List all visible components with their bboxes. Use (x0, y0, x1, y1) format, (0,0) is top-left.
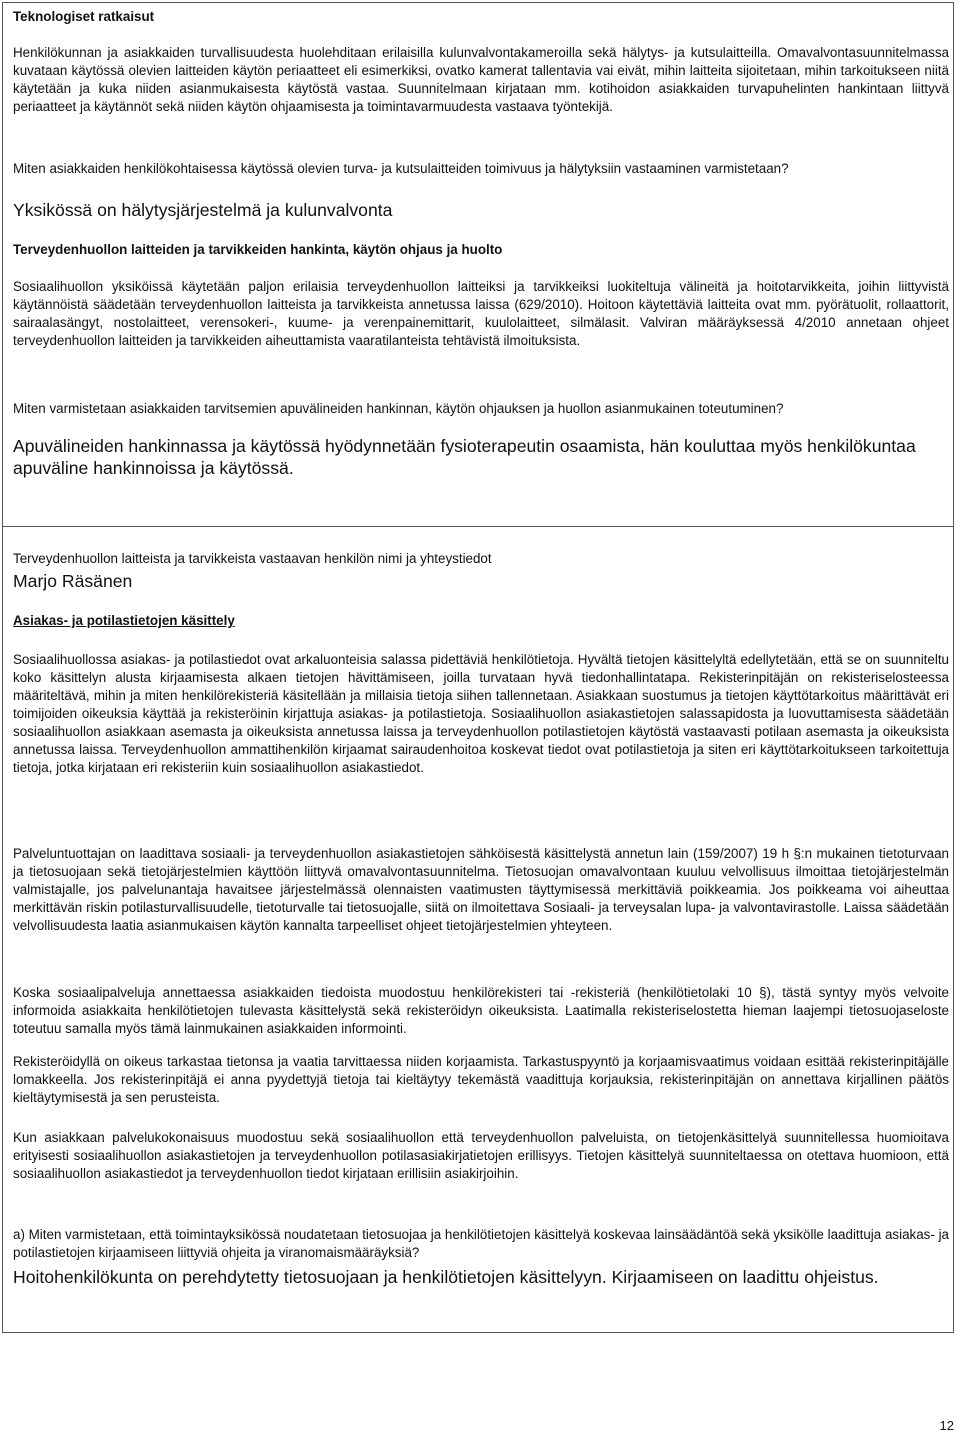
paragraph-client-data-4: Rekisteröidyllä on oikeus tarkastaa tietonsa ja vaatia tarvittaessa niiden korjaamista. Tarkastuspyyntö ja korjaamisvaatimus voidaan esittää rekisterinpitäjälle lomakkeella. Jos rekisterinpitäjä ei anna pyydettyjä tietoja tai kieltäytyy tekemästä vaadittuja korjauksia, rekisterinpitäjän on annettava kirjallinen päätös kieltäytymisestä ja sen perusteista. (13, 1054, 949, 1105)
paragraph-technology-intro: Henkilökunnan ja asiakkaiden turvallisuudesta huolehditaan erilaisilla kulunvalvontakameroilla sekä hälytys- ja kutsulaitteilla. Omavalvontasuunnitelmassa kuvataan käytössä olevien laitteiden käytön periaatteet eli esimerkiksi, ovatko kamerat tallentavia vai eivät, mihin laitteita sijoitetaan, mihin tarkoitukseen niitä käytetään ja kuka niiden asianmukaisesta käytöstä vastaa. Suunnitelmaan kirjataan mm. kotihoidon asiakkaiden turvapuhelinten hankintaan liittyvä periaatteet ja käytännöt sekä niiden käytön ohjaamisesta ja toimintavarmuudesta vastaava työntekijä. (13, 45, 949, 114)
paragraph-client-data-1: Sosiaalihuollossa asiakas- ja potilastiedot ovat arkaluonteisia salassa pidettäviä henkilötietoja. Hyvältä tietojen käsittelyltä edellytetään, että se on suunniteltu koko käsittelyn alusta kirjaamisesta alkaen tietojen hävittämiseen, joilla turvataan hyvä tiedonhallintatapa. Rekisterinpitäjän on rekisteriselosteessa määriteltävä, mihin ja miten henkilörekisteriä käsitellään ja millaisia tietoja siihen tallennetaan. Asiakkaan suostumus ja tietojen käyttötarkoitus määrittävät eri toimijoiden oikeuksia käyttää ja rekisteröinin kirjattuja asiakas- ja potilastietoja. Sosiaalihuollon asiakastietojen salassapidosta ja luovuttamisesta säädetään sosiaalihuollon asiakkaan asemasta ja oikeuksista annetussa laissa ja terveydenhuollon potilastietojen käytöstä vastaavasti potilaan asemasta ja oikeuksista annetussa laissa. Terveydenhuollon ammattihenkilön kirjaamat sairaudenhoitoa koskevat tiedot ovat potilastietoja ja siten eri käyttötarkoitukseen tarkoitettuja tietoja, jotka kirjataan eri rekisteriin kuin sosiaalihuollon asiakastiedot. (13, 652, 949, 775)
paragraph-client-data-5: Kun asiakkaan palvelukokonaisuus muodostuu sekä sosiaalihuollon että terveydenhuollon palveluista, on tietojenkäsittelyä suunnitellessa huomioitava erityisesti sosiaalihuollon asiakastietojen ja terveydenhuollon potilasasiakirjatietojen erillisyys. Tietojen käsittelyä suunniteltaessa on otettava huomioon, että sosiaalihuollon asiakastiedot ja terveydenhuollon tiedot kirjataan erillisiin asiakirjoihin. (13, 1130, 949, 1181)
paragraph-client-data-2: Palveluntuottajan on laadittava sosiaali- ja terveydenhuollon asiakastietojen sähköisestä käsittelystä annetun lain (159/2007) 19 h §:n mukainen tietoturvaan ja tietosuojaan sekä tietojärjestelmien käyttöön liittyvä omavalvontasuunnitelma. Tietosuojan omavalvontaan kuuluu velvollisuus ilmoittaa tietojärjestelmän valmistajalle, jos palvelunantaja havaitsee järjestelmässä olennaisten vaatimusten täyttymisessä merkittäviä poikkeamia. Jos poikkeama voi aiheuttaa merkittävän riskin potilasturvallisuudelle, tietoturvalle tai tietosuojalle, siitä on ilmoitettava Sosiaali- ja terveysalan lupa- ja valvontavirastolle. Laissa säädetään velvollisuudesta laatia asianmukaisen käytön kannalta tarpeelliset ohjeet tietojärjestelmien yhteyteen. (13, 846, 949, 933)
responsible-person-label: Terveydenhuollon laitteista ja tarvikkeista vastaavan henkilön nimi ja yhteystiedot (13, 551, 492, 566)
section-title-technology: Teknologiset ratkaisut (13, 9, 155, 24)
section-title-health-devices: Terveydenhuollon laitteiden ja tarvikkeiden hankinta, käytön ohjaus ja huolto (13, 242, 503, 257)
question-alarm-devices: Miten asiakkaiden henkilökohtaisessa käytössä olevien turva- ja kutsulaitteiden toimivuus ja hälytyksiin vastaaminen varmistetaan? (13, 161, 789, 176)
responsible-person-name: Marjo Räsänen (13, 571, 133, 591)
page-number: 12 (939, 1418, 954, 1433)
paragraph-health-devices: Sosiaalihuollon yksiköissä käytetään paljon erilaisia terveydenhuollon laitteiksi ja tarvikkeiksi luokiteltuja välineitä ja hoitotarvikkeita, joihin liittyvistä käytännöistä säädetään terveydenhuollon laitteista ja tarvikkeista annetussa laissa (629/2010). Hoitoon käytettäviä laitteita ovat mm. pyörätuolit, rollaattorit, sairaalasängyt, nostolaitteet, verensokeri-, kuume- ja verenpainemittarit, kuulolaitteet, silmälasit. Valviran määräyksessä 4/2010 annetaan ohjeet terveydenhuollon laitteiden ja tarvikkeiden aiheuttamista vaaratilanteista tehtävistä ilmoituksista. (13, 279, 949, 348)
paragraph-client-data-3: Koska sosiaalipalveluja annettaessa asiakkaiden tiedoista muodostuu henkilörekisteri tai -rekisteriä (henkilötietolaki 10 §), tästä syntyy myös velvoite informoida asiakkaita henkilötietojen tulevasta käsittelystä sekä rekisteröidyn oikeuksista. Laatimalla rekisteriselostetta hieman laajempi tietosuojaseloste toteutuu samalla myös tämä lainmukainen asiakkaiden informointi. (13, 985, 949, 1036)
answer-alarm-devices: Yksikössä on hälytysjärjestelmä ja kulunvalvonta (13, 200, 393, 220)
section-title-client-data: Asiakas- ja potilastietojen käsittely (13, 613, 235, 628)
section-box-technology (2, 2, 954, 527)
answer-assistive-devices: Apuvälineiden hankinnassa ja käytössä hyödynnetään fysioterapeutin osaamista, hän kouluttaa myös henkilökuntaa apuväline hankinnoissa ja käytössä. (13, 436, 916, 478)
question-assistive-devices: Miten varmistetaan asiakkaiden tarvitsemien apuvälineiden hankinnan, käytön ohjauksen ja huollon asianmukainen toteutuminen? (13, 401, 784, 416)
answer-data-protection: Hoitohenkilökunta on perehdytetty tietosuojaan ja henkilötietojen käsittelyyn. Kirjaamiseen on laadittu ohjeistus. (13, 1267, 879, 1287)
section-box-responsible-and-data (2, 527, 954, 1333)
question-data-protection: a) Miten varmistetaan, että toimintayksikössä noudatetaan tietosuojaa ja henkilötietojen käsittelyä koskevaa lainsäädäntöä sekä yksikölle laadittuja asiakas- ja potilastietojen kirjaamiseen liittyviä ohjeita ja viranomaismääräyksiä? (13, 1227, 949, 1260)
